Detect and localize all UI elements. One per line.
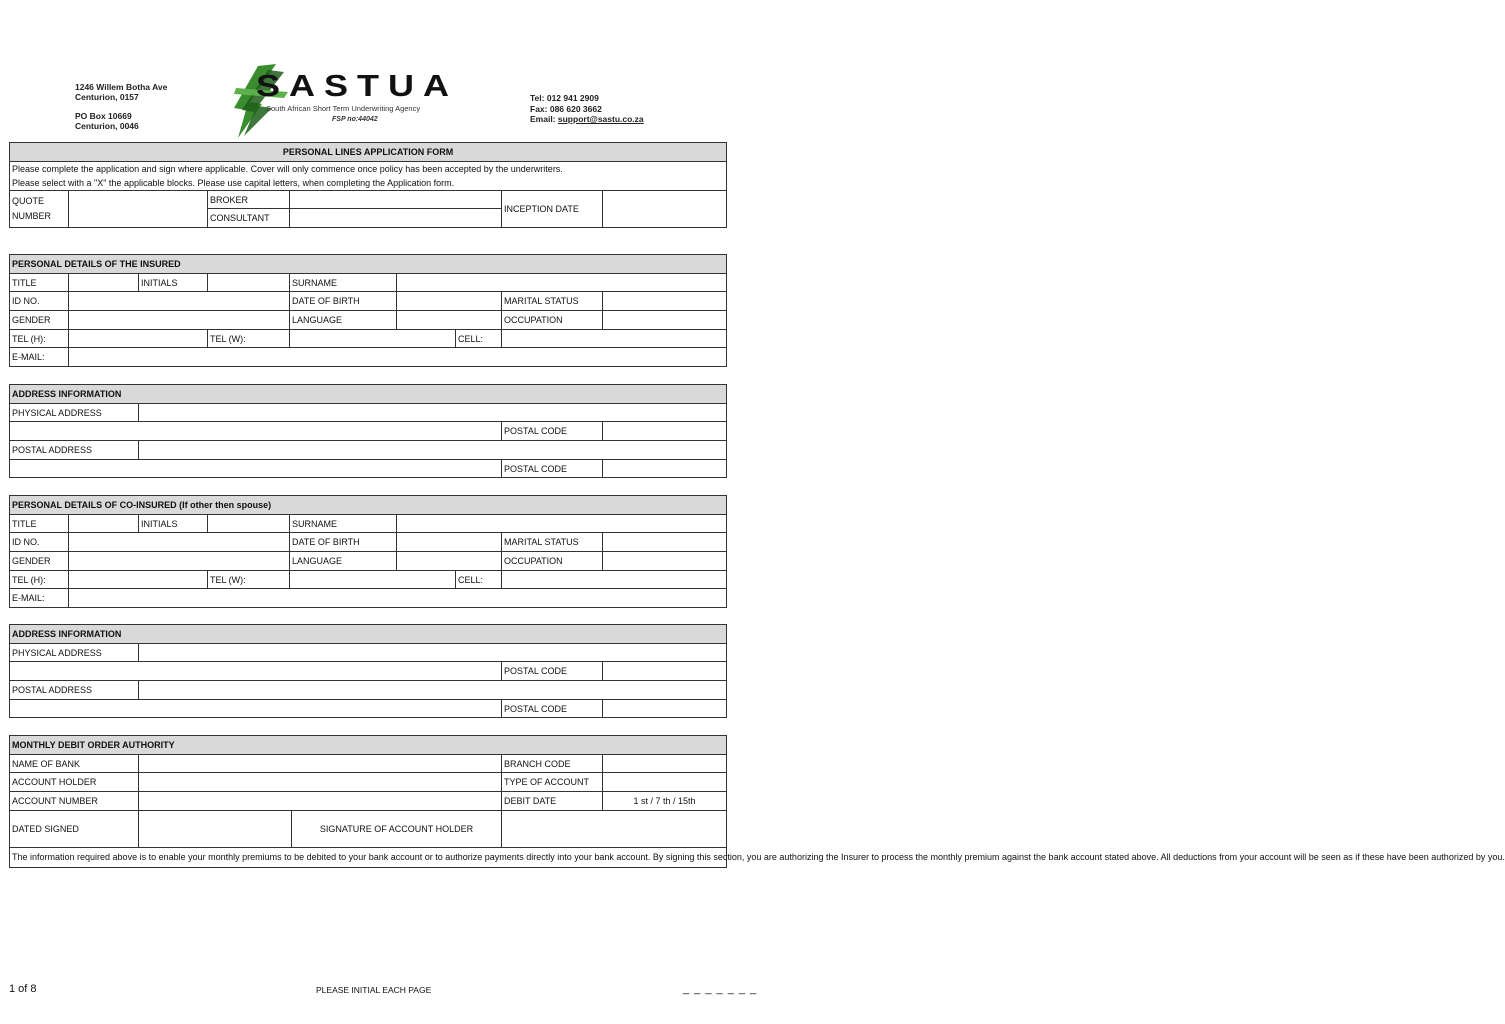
inception-date-label: INCEPTION DATE: [502, 190, 603, 227]
bank-name-label: NAME OF BANK: [10, 754, 139, 773]
gender-field[interactable]: [69, 552, 290, 571]
consultant-label: CONSULTANT: [208, 209, 290, 228]
occupation-field[interactable]: [603, 311, 727, 330]
cell-field[interactable]: [502, 329, 727, 348]
signature-field[interactable]: [502, 810, 727, 847]
postal-code-label: POSTAL CODE: [502, 699, 603, 718]
inception-date-field[interactable]: [603, 190, 727, 227]
title-label: TITLE: [10, 273, 69, 292]
id-no-label: ID NO.: [10, 292, 69, 311]
title-field[interactable]: [69, 514, 139, 533]
tel-w-label: TEL (W):: [208, 329, 290, 348]
postal-code-field[interactable]: [603, 662, 727, 681]
postal-address-field-2[interactable]: [10, 459, 502, 478]
quote-number-field[interactable]: [69, 190, 208, 227]
tel-h-field[interactable]: [69, 329, 208, 348]
email-field[interactable]: [69, 589, 727, 608]
debit-date-label: DEBIT DATE: [502, 792, 603, 811]
coinsured-heading: PERSONAL DETAILS OF CO-INSURED (If other then spouse): [10, 496, 727, 515]
fsp-number: FSP no:44042: [332, 116, 378, 123]
account-type-label: TYPE OF ACCOUNT: [502, 773, 603, 792]
surname-field[interactable]: [397, 273, 727, 292]
initials-label: INITIALS: [139, 514, 208, 533]
initials-field[interactable]: [208, 273, 290, 292]
postal-address-label: POSTAL ADDRESS: [10, 681, 139, 700]
signature-label: SIGNATURE OF ACCOUNT HOLDER: [292, 810, 502, 847]
tel-h-field[interactable]: [69, 570, 208, 589]
id-no-label: ID NO.: [10, 533, 69, 552]
language-field[interactable]: [397, 311, 502, 330]
email-label: E-MAIL:: [10, 589, 69, 608]
gender-label: GENDER: [10, 311, 69, 330]
language-label: LANGUAGE: [290, 311, 397, 330]
address-table-coinsured: [9, 624, 727, 718]
postal-code-label: POSTAL CODE: [502, 662, 603, 681]
email-label: Email:: [530, 114, 556, 124]
email-line: [530, 114, 644, 125]
dated-signed-label: DATED SIGNED: [10, 810, 139, 847]
cell-field[interactable]: [502, 570, 727, 589]
initial-line[interactable]: _ _ _ _ _ _ _: [683, 983, 758, 995]
dob-field[interactable]: [397, 292, 502, 311]
tel-h-label: TEL (H):: [10, 570, 69, 589]
dob-field[interactable]: [397, 533, 502, 552]
language-label: LANGUAGE: [290, 552, 397, 571]
cell-label: CELL:: [456, 570, 502, 589]
physical-address-field[interactable]: [139, 643, 727, 662]
bank-name-field[interactable]: [139, 754, 502, 773]
marital-status-field[interactable]: [603, 292, 727, 311]
page-title: PERSONAL LINES APPLICATION FORM: [10, 143, 727, 162]
initials-label: INITIALS: [139, 273, 208, 292]
language-field[interactable]: [397, 552, 502, 571]
marital-status-label: MARITAL STATUS: [502, 533, 603, 552]
physical-address-label: PHYSICAL ADDRESS: [10, 403, 139, 422]
sastua-logo: [228, 62, 468, 140]
id-no-field[interactable]: [69, 292, 290, 311]
fax-number: Fax: 086 620 3662: [530, 103, 602, 114]
broker-field[interactable]: [290, 190, 502, 209]
postal-code-field[interactable]: [603, 422, 727, 441]
physical-address-field[interactable]: [139, 403, 727, 422]
debit-heading: MONTHLY DEBIT ORDER AUTHORITY: [10, 736, 727, 755]
debit-disclaimer: The information required above is to enable your monthly premiums to be debited to your bank account or to authorize payments directly into your bank account. By signing this section, you are authorizing the Insurer to process the monthly premium against the bank account stated above. All deductions from your account will be seen as if these have been authorized by you.: [10, 847, 727, 868]
title-label: TITLE: [10, 514, 69, 533]
marital-status-label: MARITAL STATUS: [502, 292, 603, 311]
postal-code-field[interactable]: [603, 459, 727, 478]
surname-field[interactable]: [397, 514, 727, 533]
address-table-insured: [9, 384, 727, 478]
account-holder-field[interactable]: [139, 773, 502, 792]
gender-label: GENDER: [10, 552, 69, 571]
postal-address-label: POSTAL ADDRESS: [10, 441, 139, 460]
postal-code-label: POSTAL CODE: [502, 459, 603, 478]
initials-field[interactable]: [208, 514, 290, 533]
occupation-label: OCCUPATION: [502, 311, 603, 330]
postal-address-field[interactable]: [139, 681, 727, 700]
logo-wordmark: SASTUA: [256, 68, 459, 103]
street-city: Centurion, 0157: [75, 92, 139, 102]
insured-heading: PERSONAL DETAILS OF THE INSURED: [10, 255, 727, 274]
initial-instruction: PLEASE INITIAL EACH PAGE: [316, 985, 432, 995]
physical-address-field-2[interactable]: [10, 662, 502, 681]
form-instructions: [10, 161, 727, 190]
tel-w-field[interactable]: [290, 329, 456, 348]
surname-label: SURNAME: [290, 273, 397, 292]
marital-status-field[interactable]: [603, 533, 727, 552]
coinsured-details-table: [9, 495, 727, 608]
email-link[interactable]: support@sastu.co.za: [557, 114, 644, 124]
branch-code-label: BRANCH CODE: [502, 754, 603, 773]
company-address: [75, 82, 167, 131]
account-holder-label: ACCOUNT HOLDER: [10, 773, 139, 792]
company-contact: [530, 93, 644, 125]
branch-code-field[interactable]: [603, 754, 727, 773]
postal-code-label: POSTAL CODE: [502, 422, 603, 441]
insured-details-table: [9, 254, 727, 367]
quote-number-label: QUOTE NUMBER: [10, 190, 69, 227]
dob-label: DATE OF BIRTH: [290, 533, 397, 552]
account-number-field[interactable]: [139, 792, 502, 811]
physical-address-label: PHYSICAL ADDRESS: [10, 643, 139, 662]
tel-h-label: TEL (H):: [10, 329, 69, 348]
page-number: 1 of 8: [9, 983, 37, 995]
debit-order-table: [9, 735, 1505, 868]
occupation-label: OCCUPATION: [502, 552, 603, 571]
account-number-label: ACCOUNT NUMBER: [10, 792, 139, 811]
consultant-field[interactable]: [290, 209, 502, 228]
gender-field[interactable]: [69, 311, 290, 330]
instruction-line-1: Please complete the application and sign where applicable. Cover will only commence once policy has been accepted by the underwriters.: [12, 163, 563, 174]
street-address: 1246 Willem Botha Ave: [75, 82, 168, 92]
instruction-line-2: Please select with a "X" the applicable blocks. Please use capital letters, when completing the Application form.: [12, 177, 455, 188]
address-heading: ADDRESS INFORMATION: [10, 385, 727, 404]
tel-w-field[interactable]: [290, 570, 456, 589]
postal-code-field[interactable]: [603, 699, 727, 718]
tel-number: Tel: 012 941 2909: [530, 93, 599, 103]
postal-address-field[interactable]: [139, 441, 727, 460]
form-header-table: [9, 142, 727, 228]
email-label: E-MAIL:: [10, 348, 69, 367]
postal-address-field-2[interactable]: [10, 699, 502, 718]
logo-tagline: South African Short Term Underwriting Agency: [266, 104, 421, 113]
address-heading: ADDRESS INFORMATION: [10, 625, 727, 644]
dob-label: DATE OF BIRTH: [290, 292, 397, 311]
physical-address-field-2[interactable]: [10, 422, 502, 441]
broker-label: BROKER: [208, 190, 290, 209]
surname-label: SURNAME: [290, 514, 397, 533]
id-no-field[interactable]: [69, 533, 290, 552]
occupation-field[interactable]: [603, 552, 727, 571]
cell-label: CELL:: [456, 329, 502, 348]
debit-date-options[interactable]: 1 st / 7 th / 15th: [603, 792, 727, 811]
po-city: Centurion, 0046: [75, 121, 139, 131]
dated-signed-field[interactable]: [139, 810, 292, 847]
po-box: PO Box 10669: [75, 111, 132, 121]
email-field[interactable]: [69, 348, 727, 367]
tel-w-label: TEL (W):: [208, 570, 290, 589]
title-field[interactable]: [69, 273, 139, 292]
account-type-field[interactable]: [603, 773, 727, 792]
